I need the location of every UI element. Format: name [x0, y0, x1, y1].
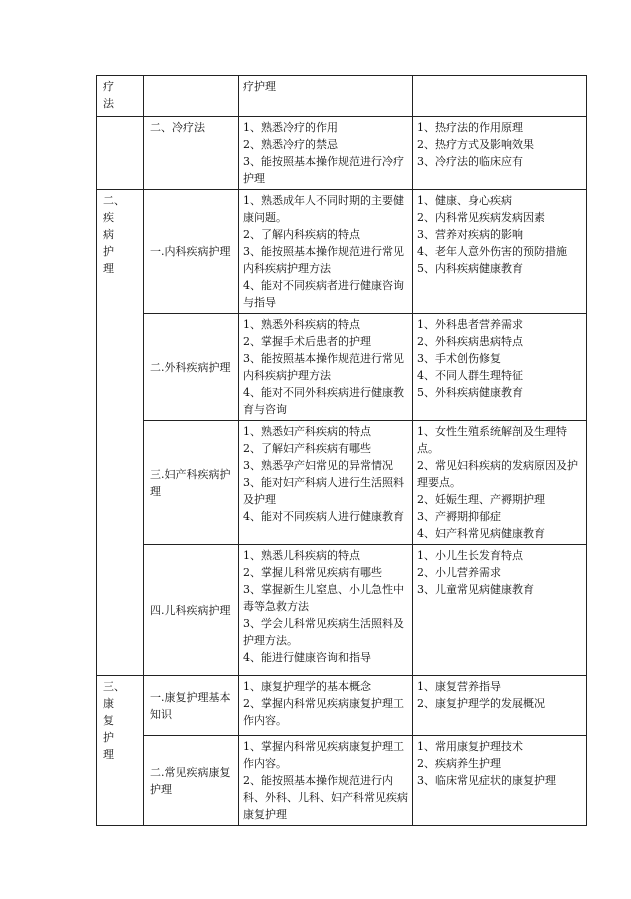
requirement-text: 4、能对不同疾病者进行健康咨询与指导	[243, 279, 404, 309]
requirement-text: 1、熟悉外科疾病的特点	[243, 318, 360, 331]
item-cell	[144, 190, 239, 314]
requirement-text: 1、熟悉儿科疾病的特点	[243, 549, 360, 562]
item-text: 三.妇产科疾病护理	[150, 467, 231, 498]
item-cell	[144, 545, 239, 676]
requirement-text: 1、掌握内科常见疾病康复护理工作内容。	[243, 740, 404, 770]
item-cell	[144, 736, 239, 826]
requirement-cell	[239, 545, 413, 676]
category-text: 复	[103, 714, 114, 727]
table-row	[97, 421, 587, 545]
content-text: 3、冷疗法的临床应有	[417, 155, 523, 168]
requirement-text: 2、了解内科疾病的特点	[243, 228, 360, 241]
item-cell	[144, 676, 239, 736]
requirement-text: 2、掌握儿科常见疾病有哪些	[243, 566, 382, 579]
requirement-text: 2、掌握内科常见疾病康复护理工作内容。	[243, 697, 404, 727]
category-text: 疾	[103, 211, 114, 224]
content-text: 3、营养对疾病的影响	[417, 228, 523, 241]
content-text: 2、常见妇科疾病的发病原因及护理要点。	[417, 459, 578, 489]
requirement-cell	[239, 421, 413, 545]
content-text: 4、妇产科常见病健康教育	[417, 527, 545, 540]
table-row	[97, 190, 587, 314]
content-cell	[413, 190, 587, 314]
content-text: 3、儿童常见病健康教育	[417, 583, 534, 596]
item-text: 二.外科疾病护理	[150, 360, 231, 374]
content-text: 2、疾病养生护理	[417, 757, 501, 770]
requirement-text: 疗护理	[243, 80, 276, 93]
requirement-text: 2、掌握手术后患者的护理	[243, 335, 371, 348]
table-row	[97, 545, 587, 676]
requirement-text: 3、能按照基本操作规范进行常见内科疾病护理方法	[243, 352, 404, 382]
category-text: 康	[103, 697, 114, 710]
requirement-text: 2、熟悉冷疗的禁忌	[243, 138, 338, 151]
item-text: 二.常见疾病康复护理	[150, 765, 231, 796]
category-text: 护	[103, 245, 114, 258]
category-text: 理	[103, 748, 114, 761]
requirement-text: 3、能按照基本操作规范进行冷疗护理	[243, 155, 404, 185]
category-cell	[97, 190, 144, 676]
table-row	[97, 736, 587, 826]
content-text: 2、康复护理学的发展概况	[417, 697, 545, 710]
item-text: 一.内科疾病护理	[150, 245, 231, 258]
content-text: 3、产褥期抑郁症	[417, 510, 501, 523]
content-cell	[413, 314, 587, 421]
category-text: 法	[103, 97, 114, 110]
content-text: 1、常用康复护理技术	[417, 740, 523, 753]
item-text: 四.儿科疾病护理	[150, 603, 231, 617]
requirement-text: 4、能对不同外科疾病进行健康教育与咨询	[243, 386, 404, 416]
requirement-cell	[239, 736, 413, 826]
category-cell	[97, 76, 144, 117]
table-row	[97, 676, 587, 736]
content-text: 4、不同人群生理特征	[417, 369, 523, 382]
item-text: 一.康复护理基本知识	[150, 690, 231, 721]
category-cell	[97, 676, 144, 826]
requirement-text: 3、能对妇产科病人进行生活照料及护理	[243, 476, 404, 506]
category-text: 三、	[103, 680, 125, 693]
requirement-cell	[239, 76, 413, 117]
item-cell	[144, 76, 239, 117]
requirement-cell	[239, 190, 413, 314]
category-text: 疗	[103, 80, 114, 93]
category-text: 二、	[103, 194, 125, 207]
content-cell	[413, 421, 587, 545]
item-text: 二、冷疗法	[150, 121, 205, 134]
content-text: 2、热疗方式及影响效果	[417, 138, 534, 151]
content-cell	[413, 117, 587, 190]
content-cell	[413, 736, 587, 826]
requirement-text: 2、了解妇产科疾病有哪些	[243, 442, 371, 455]
requirement-text: 3、学会儿科常见疾病生活照料及护理方法。	[243, 617, 404, 647]
category-text: 病	[103, 228, 114, 241]
requirement-cell	[239, 314, 413, 421]
content-text: 5、外科疾病健康教育	[417, 386, 523, 399]
content-cell	[413, 76, 587, 117]
content-text: 1、热疗法的作用原理	[417, 121, 523, 134]
category-cell	[97, 117, 144, 190]
requirement-text: 1、康复护理学的基本概念	[243, 680, 371, 693]
requirement-text: 4、能对不同疾病人进行健康教育	[243, 510, 404, 523]
category-text: 护	[103, 731, 114, 744]
content-text: 3、手术创伤修复	[417, 352, 501, 365]
requirement-cell	[239, 676, 413, 736]
requirement-text: 1、熟悉妇产科疾病的特点	[243, 425, 371, 438]
table-row	[97, 117, 587, 190]
content-text: 5、内科疾病健康教育	[417, 262, 523, 275]
content-text: 1、外科患者营养需求	[417, 318, 523, 331]
content-text: 1、康复营养指导	[417, 680, 501, 693]
requirement-text: 1、熟悉成年人不同时期的主要健康问题。	[243, 194, 404, 224]
curriculum-table	[96, 75, 587, 826]
table-row	[97, 76, 587, 117]
content-text: 2、妊娠生理、产褥期护理	[417, 493, 545, 506]
content-text: 1、小儿生长发育特点	[417, 549, 523, 562]
content-text: 4、老年人意外伤害的预防措施	[417, 245, 567, 258]
item-cell	[144, 117, 239, 190]
requirement-text: 3、熟悉孕产妇常见的异常情况	[243, 459, 393, 472]
item-cell	[144, 421, 239, 545]
content-cell	[413, 545, 587, 676]
table-row	[97, 314, 587, 421]
category-text: 理	[103, 262, 114, 275]
content-text: 1、健康、身心疾病	[417, 194, 512, 207]
requirement-cell	[239, 117, 413, 190]
requirement-text: 1、熟悉冷疗的作用	[243, 121, 338, 134]
content-text: 1、女性生殖系统解剖及生理特点。	[417, 425, 567, 455]
requirement-text: 2、能按照基本操作规范进行内科、外科、儿科、妇产科常见疾病康复护理	[243, 774, 408, 821]
content-text: 2、内科常见疾病发病因素	[417, 211, 545, 224]
content-text: 2、小儿营养需求	[417, 566, 501, 579]
requirement-text: 3、能按照基本操作规范进行常见内科疾病护理方法	[243, 245, 404, 275]
requirement-text: 3、掌握新生儿窒息、小儿急性中毒等急救方法	[243, 583, 404, 613]
content-cell	[413, 676, 587, 736]
item-cell	[144, 314, 239, 421]
requirement-text: 4、能进行健康咨询和指导	[243, 651, 371, 664]
content-text: 3、临床常见症状的康复护理	[417, 774, 556, 787]
content-text: 2、外科疾病患病特点	[417, 335, 523, 348]
